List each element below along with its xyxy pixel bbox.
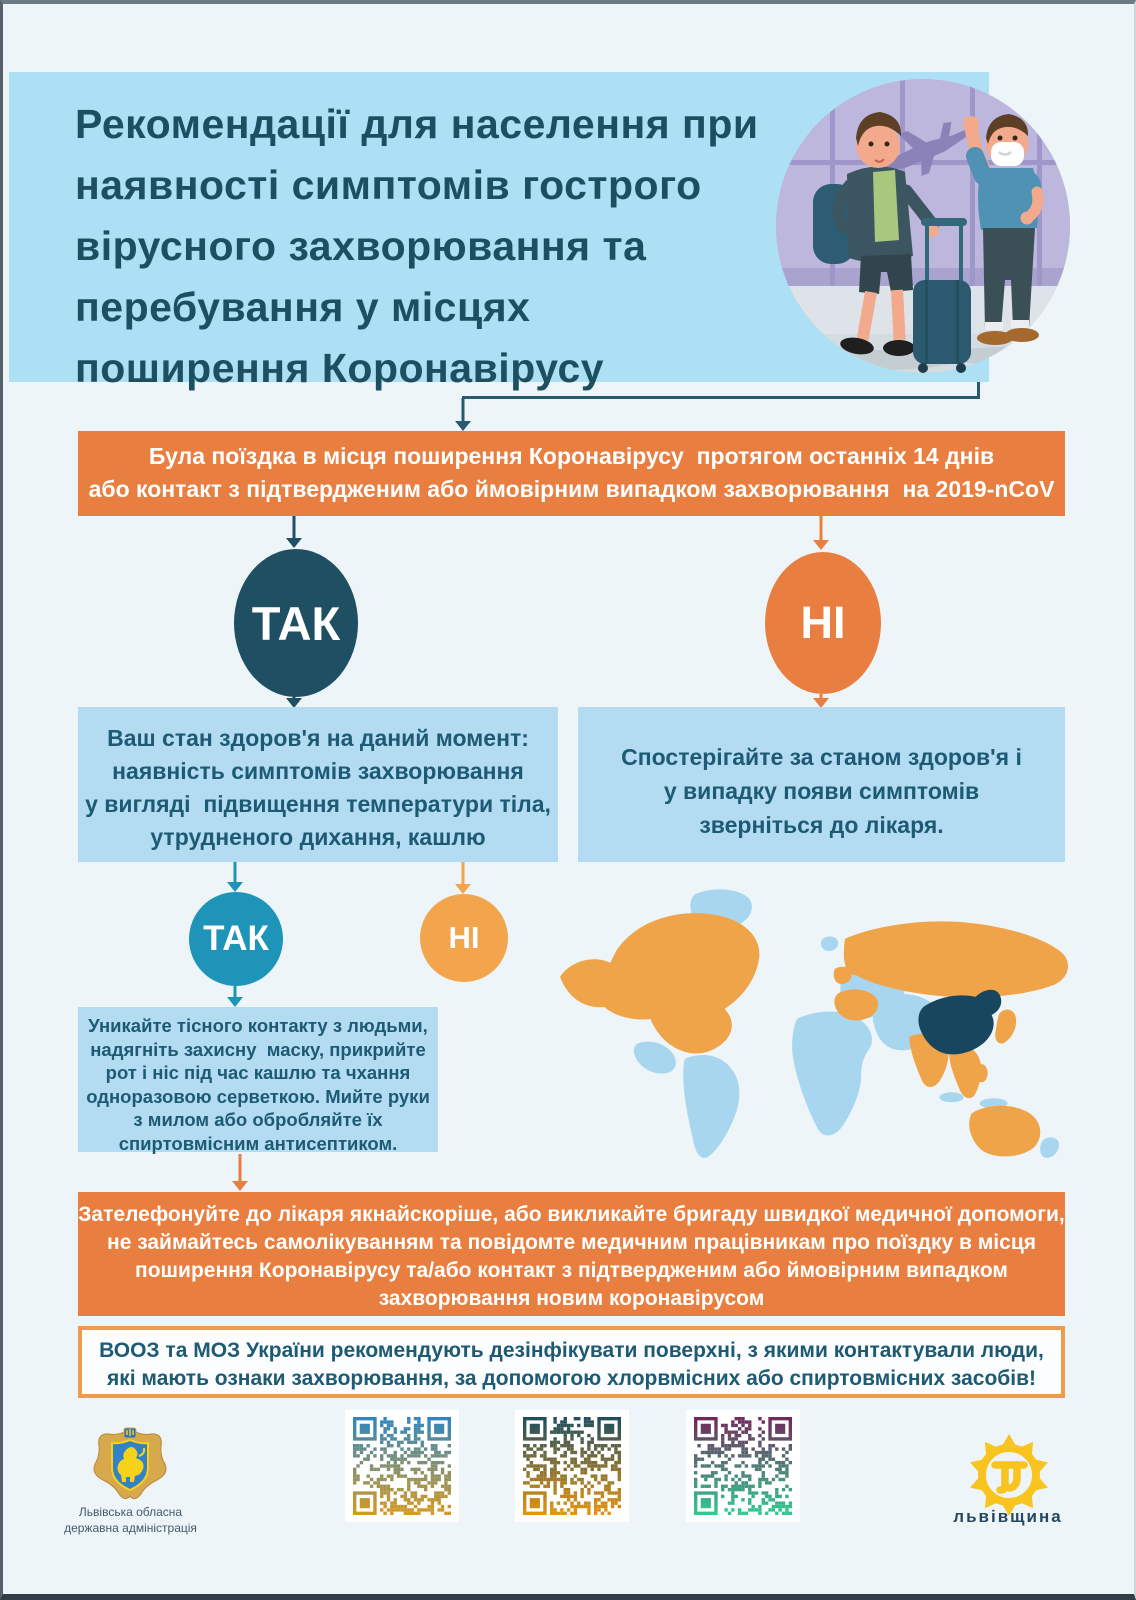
observe-health-box <box>578 707 1065 862</box>
text-line: одноразовою серветкою. Мийте руки <box>86 1085 430 1107</box>
text-line: Уникайте тісного контакту з людьми, <box>88 1015 428 1036</box>
decision-no-circle-2 <box>420 894 508 982</box>
connector-line <box>462 396 980 399</box>
lviv-coat-of-arms <box>93 1425 167 1503</box>
decision-label: ТАК <box>251 596 341 650</box>
text-line: спиртовмісним антисептиком. <box>118 1132 398 1154</box>
world-map <box>546 880 1083 1164</box>
arrow-down-icon <box>286 516 302 548</box>
text-line: рот і ніс під час кашлю та чхання <box>105 1062 411 1083</box>
text-line: надягніть захисну маску, прикрийте <box>90 1038 426 1060</box>
decision-yes-circle <box>234 549 358 697</box>
caption-line: Львівська обласна <box>78 1505 183 1519</box>
text-line: наявність симптомів захворювання <box>112 758 524 784</box>
decision-label: НІ <box>800 597 846 648</box>
text-line: зверніться до лікаря. <box>699 812 944 838</box>
decision-no-circle <box>765 552 881 694</box>
title-line: перебування у місцях <box>75 284 531 330</box>
decision-label: НІ <box>448 920 480 955</box>
title-line: поширення Коронавірусу <box>75 345 605 391</box>
text-line: у вигляді підвищення температури тіла, <box>85 791 551 817</box>
arrow-down-icon <box>813 516 829 550</box>
arrow-down-icon <box>813 694 829 708</box>
decision-label: ТАК <box>203 919 269 958</box>
world-map-icon <box>546 880 1083 1164</box>
text-line: у випадку появи симптомів <box>663 778 980 804</box>
lvivshchyna-logo <box>967 1434 1051 1516</box>
disinfect-recommendation-box <box>78 1326 1065 1398</box>
qr-code-green <box>686 1410 800 1522</box>
title-line: Рекомендації для населення при <box>75 101 759 147</box>
travelers-illustration <box>775 72 1071 384</box>
text-line: утрудненого дихання, кашлю <box>150 824 486 850</box>
text-line: ВООЗ та МОЗ України рекомендують дезінфікувати поверхні, з якими контактували люди, <box>99 1339 1044 1362</box>
title-line: вірусного захворювання та <box>75 223 647 269</box>
coat-of-arms-icon <box>93 1425 167 1503</box>
text-line: з милом або обробляйте їх <box>133 1109 383 1130</box>
title-line: наявності симптомів гострого <box>75 162 702 208</box>
arrow-down-icon <box>232 1154 248 1191</box>
text-line: які мають ознаки захворювання, за допомогою хлорвмісних або спиртовмісних засобів! <box>107 1367 1036 1390</box>
text-line: поширення Коронавірусу та/або контакт з підтвердженим або ймовірним випадком <box>135 1259 1008 1282</box>
arrow-down-icon <box>455 862 471 894</box>
region-logo-icon <box>967 1434 1051 1516</box>
health-status-box <box>78 707 558 862</box>
decision-yes-circle-2 <box>189 892 283 986</box>
airport-scene-icon <box>775 72 1071 384</box>
text-line: Зателефонуйте до лікаря якнайскоріше, або викликайте бригаду швидкої медичної допомоги, <box>78 1203 1065 1226</box>
call-doctor-box <box>78 1192 1065 1316</box>
banner-line: або контакт з підтвердженим або ймовірним випадком захворювання на 2019-nCoV <box>88 476 1055 502</box>
arrow-down-icon <box>286 694 302 708</box>
arrow-down-icon <box>455 398 471 431</box>
region-logo-text: львівщина <box>953 1507 1063 1526</box>
text-line: не займайтесь самолікуванням та повідомте медичним працівникам про поїздку в місця <box>107 1231 1036 1254</box>
coat-of-arms-caption <box>48 1504 213 1536</box>
banner-line: Була поїздка в місця поширення Коронавірусу протягом останніх 14 днів <box>148 443 995 469</box>
avoid-contact-box <box>78 1007 438 1152</box>
arrow-down-icon <box>227 986 243 1007</box>
text-line: захворювання новим коронавірусом <box>378 1287 765 1310</box>
caption-line: державна адміністрація <box>64 1521 197 1535</box>
text-line: Спостерігайте за станом здоров'я і <box>621 744 1022 770</box>
qr-code-blue <box>345 1410 459 1522</box>
travel-question-banner <box>78 431 1065 516</box>
qr-code-orange <box>515 1410 629 1522</box>
arrow-down-icon <box>227 862 243 892</box>
text-line: Ваш стан здоров'я на даний момент: <box>107 725 529 751</box>
